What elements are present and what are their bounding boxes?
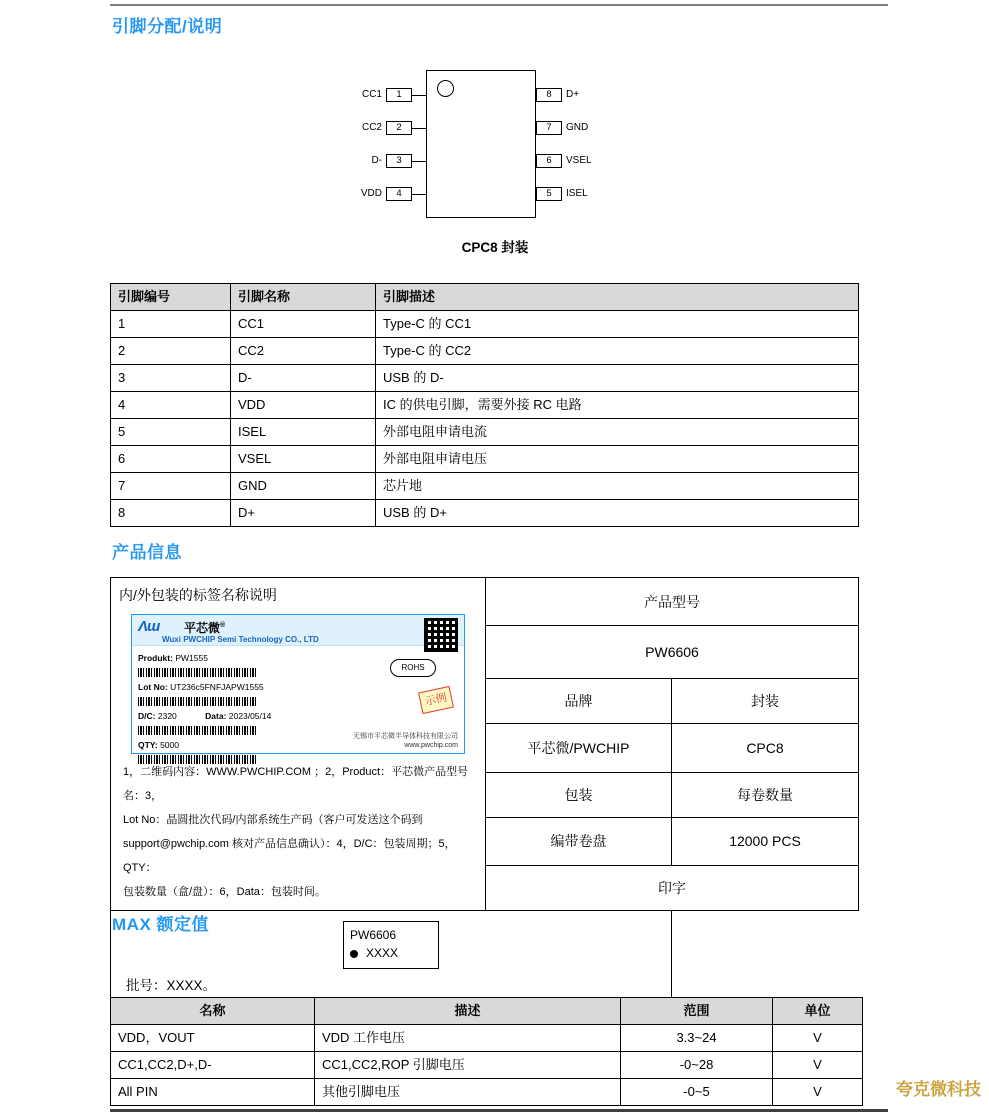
label-value-data: 2023/05/14 — [228, 711, 272, 721]
label-section-header: 内/外包装的标签名称说明 — [119, 587, 277, 603]
model-value: PW6606 — [486, 626, 859, 679]
bottom-divider — [110, 1109, 888, 1112]
per-reel-value: 12000 PCS — [672, 817, 859, 865]
cell-pin-name: CC1 — [231, 311, 376, 338]
pin-label-cc1: CC1 — [361, 89, 382, 100]
pin-box-1: 1 — [386, 88, 412, 102]
table-row — [111, 338, 859, 365]
cell-range: 3.3~24 — [621, 1025, 773, 1052]
chip-body — [426, 70, 536, 218]
cell-description: CC1,CC2,ROP 引脚电压 — [315, 1052, 621, 1079]
col-header-pin-number: 引脚编号 — [111, 284, 231, 311]
label-field-product — [138, 649, 348, 677]
barcode-icon — [138, 726, 258, 735]
marking-line-2 — [350, 944, 432, 962]
table-row — [111, 365, 859, 392]
pin-label-dplus: D+ — [566, 89, 580, 100]
label-field-qty — [138, 736, 348, 764]
cell-pin-desc: 芯片地 — [376, 473, 859, 500]
pwchip-logo-icon: Ʌɯ — [138, 618, 160, 635]
table-header-row — [111, 998, 863, 1025]
pin-label-vdd: VDD — [360, 188, 382, 199]
cell-pin-number: 1 — [111, 311, 231, 338]
cell-name: CC1,CC2,D+,D- — [111, 1052, 315, 1079]
label-footer — [353, 732, 458, 750]
section-title-pin-assignment: 引脚分配/说明 — [112, 17, 223, 36]
per-reel-header: 每卷数量 — [672, 772, 859, 817]
pin-lead — [412, 194, 426, 195]
table-row — [111, 500, 859, 527]
cell-pin-desc: 外部电阻申请电流 — [376, 419, 859, 446]
model-header: 产品型号 — [486, 578, 859, 626]
table-row — [111, 1025, 863, 1052]
table-row — [111, 392, 859, 419]
pin-label-dminus: D- — [371, 155, 382, 166]
marking-header: 印字 — [486, 865, 859, 910]
package-caption: CPC8 封装 — [461, 240, 529, 255]
label-brand-en: Wuxi PWCHIP Semi Technology CO., LTD — [162, 635, 319, 644]
packing-value: 编带卷盘 — [486, 817, 672, 865]
pin-box-2: 2 — [386, 121, 412, 135]
cell-pin-number: 7 — [111, 473, 231, 500]
cell-pin-name: CC2 — [231, 338, 376, 365]
cell-pin-name: VDD — [231, 392, 376, 419]
section-title-max-ratings: MAX 额定值 — [112, 915, 209, 934]
cell-description: 其他引脚电压 — [315, 1079, 621, 1106]
brand-value: 平芯微/PWCHIP — [486, 724, 672, 772]
cell-unit: V — [773, 1079, 863, 1106]
table-row — [111, 311, 859, 338]
table-row — [111, 419, 859, 446]
barcode-icon — [138, 668, 258, 677]
pin1-marker-icon — [437, 80, 454, 97]
cell-range: -0~28 — [621, 1052, 773, 1079]
label-value-product: PW1555 — [175, 653, 208, 663]
cell-pin-desc: 外部电阻申请电压 — [376, 446, 859, 473]
col-header-description: 描述 — [315, 998, 621, 1025]
pin-box-8: 8 — [536, 88, 562, 102]
sample-stamp: 示例 — [418, 686, 454, 714]
col-header-pin-desc: 引脚描述 — [376, 284, 859, 311]
watermark: 夸克微科技 — [896, 1080, 981, 1099]
pin-label-vsel: VSEL — [566, 155, 592, 166]
label-value-qty: 5000 — [160, 740, 179, 750]
table-row — [111, 473, 859, 500]
cell-unit: V — [773, 1052, 863, 1079]
section-title-product-info: 产品信息 — [112, 543, 182, 562]
pin-box-5: 5 — [536, 187, 562, 201]
label-note-line: 包装数量（盒/盘）：6，Data：包装时间。 — [123, 886, 326, 898]
pin-description-table — [110, 283, 859, 527]
cell-description: VDD 工作电压 — [315, 1025, 621, 1052]
table-row — [111, 1079, 863, 1106]
label-field-lot — [138, 678, 348, 706]
label-note-line: support@pwchip.com 核对产品信息确认）：4，D/C：包装周期；5，QTY： — [123, 838, 456, 874]
label-field-dc — [138, 707, 348, 735]
barcode-icon — [138, 755, 258, 764]
pin-box-3: 3 — [386, 154, 412, 168]
cell-pin-number: 8 — [111, 500, 231, 527]
package-value: CPC8 — [672, 724, 859, 772]
cell-range: -0~5 — [621, 1079, 773, 1106]
pin-lead — [412, 161, 426, 162]
cell-name: All PIN — [111, 1079, 315, 1106]
pin-lead — [412, 95, 426, 96]
registered-mark-icon: ® — [220, 622, 226, 629]
label-brand-cn-text: 平芯微 — [184, 621, 221, 635]
brand-header: 品牌 — [486, 679, 672, 724]
label-value-dc: 2320 — [157, 711, 177, 721]
label-key-product: Produkt: — [138, 653, 173, 663]
col-header-range: 范围 — [621, 998, 773, 1025]
cell-pin-number: 4 — [111, 392, 231, 419]
cell-pin-name: D+ — [231, 500, 376, 527]
cell-pin-desc: IC 的供电引脚，需要外接 RC 电路 — [376, 392, 859, 419]
cell-pin-name: VSEL — [231, 446, 376, 473]
cell-pin-name: D- — [231, 365, 376, 392]
label-note-line: Lot No：晶圆批次代码/内部系统生产码（客户可发送这个码到 — [123, 814, 423, 826]
label-footer-url: www.pwchip.com — [404, 742, 458, 749]
label-fields — [138, 649, 348, 765]
marking-line-2-text: XXXX — [366, 946, 399, 960]
label-key-dc: D/C: — [138, 711, 156, 721]
product-info-table — [110, 577, 859, 1016]
package-diagram — [350, 60, 640, 255]
qr-code-icon — [424, 618, 458, 652]
package-header: 封装 — [672, 679, 859, 724]
marking-box — [343, 921, 439, 969]
label-value-lot: UT236c5FNFJAPW1555 — [170, 682, 264, 692]
label-key-qty: QTY: — [138, 740, 158, 750]
label-notes — [115, 754, 481, 908]
packing-header: 包装 — [486, 772, 672, 817]
table-row — [111, 578, 859, 626]
cell-pin-number: 2 — [111, 338, 231, 365]
rohs-badge: ROHS — [390, 659, 436, 677]
label-key-lot: Lot No: — [138, 682, 168, 692]
label-header-band — [132, 615, 464, 646]
table-row — [111, 1052, 863, 1079]
col-header-unit: 单位 — [773, 998, 863, 1025]
cell-pin-desc: USB 的 D- — [376, 365, 859, 392]
marking-dot-icon — [350, 950, 358, 958]
pin-lead — [412, 128, 426, 129]
pin-label-isel: ISEL — [566, 188, 588, 199]
top-divider — [110, 4, 888, 6]
cell-name: VDD，VOUT — [111, 1025, 315, 1052]
table-row — [111, 446, 859, 473]
cell-pin-number: 6 — [111, 446, 231, 473]
marking-line-1: PW6606 — [350, 928, 397, 942]
cell-pin-name: GND — [231, 473, 376, 500]
cell-pin-desc: Type-C 的 CC1 — [376, 311, 859, 338]
label-note-line: 1，二维码内容：WWW.PWCHIP.COM ；2，Product：平芯微产品型号名：3， — [123, 766, 469, 802]
pin-box-7: 7 — [536, 121, 562, 135]
lot-note: 批号：XXXX。 — [126, 978, 217, 993]
col-header-name: 名称 — [111, 998, 315, 1025]
pin-box-4: 4 — [386, 187, 412, 201]
label-artwork-cell — [111, 578, 486, 911]
cell-unit: V — [773, 1025, 863, 1052]
barcode-icon — [138, 697, 258, 706]
cell-pin-name: ISEL — [231, 419, 376, 446]
cell-pin-desc: USB 的 D+ — [376, 500, 859, 527]
cell-pin-number: 3 — [111, 365, 231, 392]
label-footer-company: 无锡市平芯微半导体科技有限公司 — [353, 733, 458, 740]
cell-pin-desc: Type-C 的 CC2 — [376, 338, 859, 365]
col-header-pin-name: 引脚名称 — [231, 284, 376, 311]
pin-label-cc2: CC2 — [361, 122, 382, 133]
package-label-image — [131, 614, 465, 754]
label-key-data: Data: — [205, 711, 227, 721]
table-header-row — [111, 284, 859, 311]
cell-pin-number: 5 — [111, 419, 231, 446]
pin-box-6: 6 — [536, 154, 562, 168]
max-ratings-table — [110, 997, 863, 1106]
pin-label-gnd: GND — [566, 122, 589, 133]
